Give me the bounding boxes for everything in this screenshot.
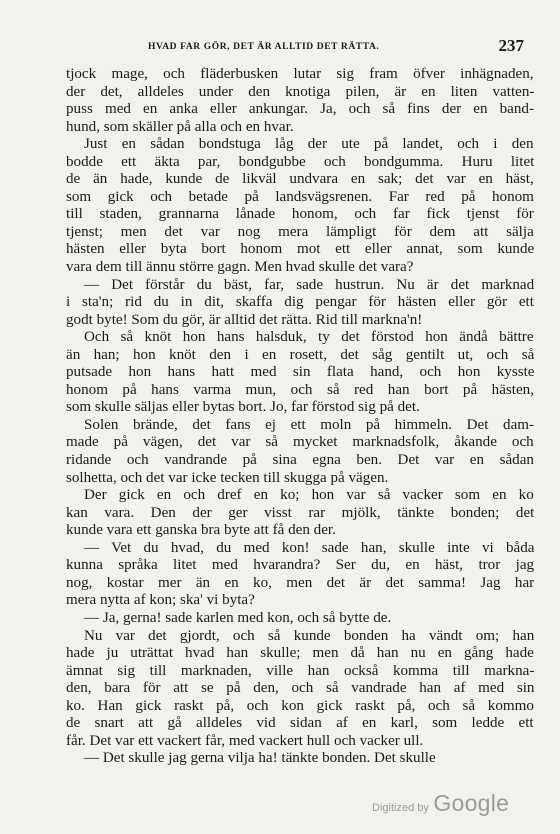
text-line: Nu var det gjordt, och så kunde bonden ha vändt om; han [84, 627, 534, 644]
text-line: bodde ett äkta par, bondgubbe och bondgumma. Huru litet [66, 153, 534, 170]
google-logo: Google [433, 790, 510, 816]
text-line: honom på hans varma mun, och så red han bort på hästen, [66, 381, 534, 398]
text-line: Solen brände, det fans ej ett moln på himmeln. Det dam- [84, 416, 534, 433]
text-line: solhetta, och det var icke tecken till skugga på vägen. [66, 469, 389, 486]
text-line: i sta'n; rid du in dit, skaffa dig pengar för hästen eller gör ett [66, 294, 534, 311]
text-line: hästen eller byta bort honom mot ett eller annat, som kunde [66, 241, 534, 258]
page-number: 237 [498, 36, 524, 55]
watermark-prefix: Digitized by [372, 802, 429, 814]
text-line: — Det förstår du bäst, far, sade hustrun. Nu är det marknad [84, 276, 534, 293]
text-line: tjock mage, och fläderbusken lutar sig fram öfver inhägnaden, [66, 66, 534, 82]
text-line: som skulle säljas eller bytas bort. Jo, far förstod sig på det. [66, 399, 420, 416]
page-header [66, 34, 534, 66]
text-line: ko. Han gick raskt på, och kon gick raskt på, och så kommo [66, 697, 534, 714]
text-line: hund, som skäller på alla och en hvar. [66, 118, 294, 135]
text-line: — Ja, gerna! sade karlen med kon, och så bytte de. [84, 609, 392, 626]
text-line: än han; hon knöt den i en rosett, det såg gentilt ut, och så [66, 346, 534, 363]
text-line: Der gick en och dref en ko; hon var så vacker som en ko [84, 487, 534, 504]
text-line: Just en sådan bondstuga låg der ute på landet, och i den [84, 136, 534, 153]
text-line: de än hade, kunde de likväl undvara en sak; det var en häst, [66, 171, 534, 188]
text-line: Och så knöt hon hans halsduk, ty det förstod hon ändå bättre [84, 329, 534, 346]
digitized-watermark [372, 790, 509, 817]
text-line: som gick och betade på landsvägsrenen. Far red på honom [66, 188, 534, 205]
text-line: made på vägen, det var så mycket marknadsfolk, åkande och [66, 434, 534, 451]
text-line: godt byte! Som du gör, är alltid det rätta. Rid till markna'n! [66, 311, 423, 328]
body-text [66, 66, 534, 768]
text-line: den, bara för att se på den, och så vandrade han af med sin [66, 680, 534, 697]
text-line: de snart att gå alldeles vid sidan af en karl, som ledde ett [66, 715, 534, 732]
text-line: kunna språka litet med hvarandra? Ser du, en häst, tror jag [66, 557, 534, 574]
book-page [66, 34, 534, 768]
text-line: ridande och vandrande på sina egna ben. Det var en sådan [66, 452, 534, 469]
text-line: till staden, grannarna lånade honom, och far fick tjenst för [66, 206, 534, 223]
text-line: får. Det var ett vackert får, med vackert hull och vacker ull. [66, 732, 424, 749]
text-line: tjenst; men det var nog mera lämpligt för dem att sälja [66, 223, 534, 240]
text-line: vara dem till ännu större gagn. Men hvad skulle det vara? [66, 259, 414, 276]
text-line: der det, alldeles under den knotiga pilen, är en liten vatten- [66, 83, 534, 100]
text-line: hade ju uträttat hvad han skulle; men då han nu en gång hade [66, 645, 534, 662]
running-head: HVAD FAR GÖR, DET ÄR ALLTID DET RÄTTA. [148, 42, 380, 52]
text-line: kan vara. Den der ger visst rar mjölk, tänkte bonden; det [66, 504, 534, 521]
text-line: puss med en anka eller ankungar. Ja, och så fins der en band- [66, 101, 534, 118]
text-line: kunde vara ett ganska bra byte att få den der. [66, 522, 336, 539]
text-line: — Vet du hvad, du med kon! sade han, skulle inte vi båda [84, 539, 534, 556]
text-line: — Det skulle jag gerna vilja ha! tänkte bonden. Det skulle [84, 750, 436, 767]
text-line: putsade hon hans hatt med sin flata hand, och hon kysste [66, 364, 534, 381]
text-line: nog, kostar mer än en ko, men det är det samma! Jag har [66, 574, 534, 591]
text-line: mera nytta af kon; ska' vi byta? [66, 592, 255, 609]
text-line: ämnat sig till marknaden, ville han också komma till markna- [66, 662, 534, 679]
